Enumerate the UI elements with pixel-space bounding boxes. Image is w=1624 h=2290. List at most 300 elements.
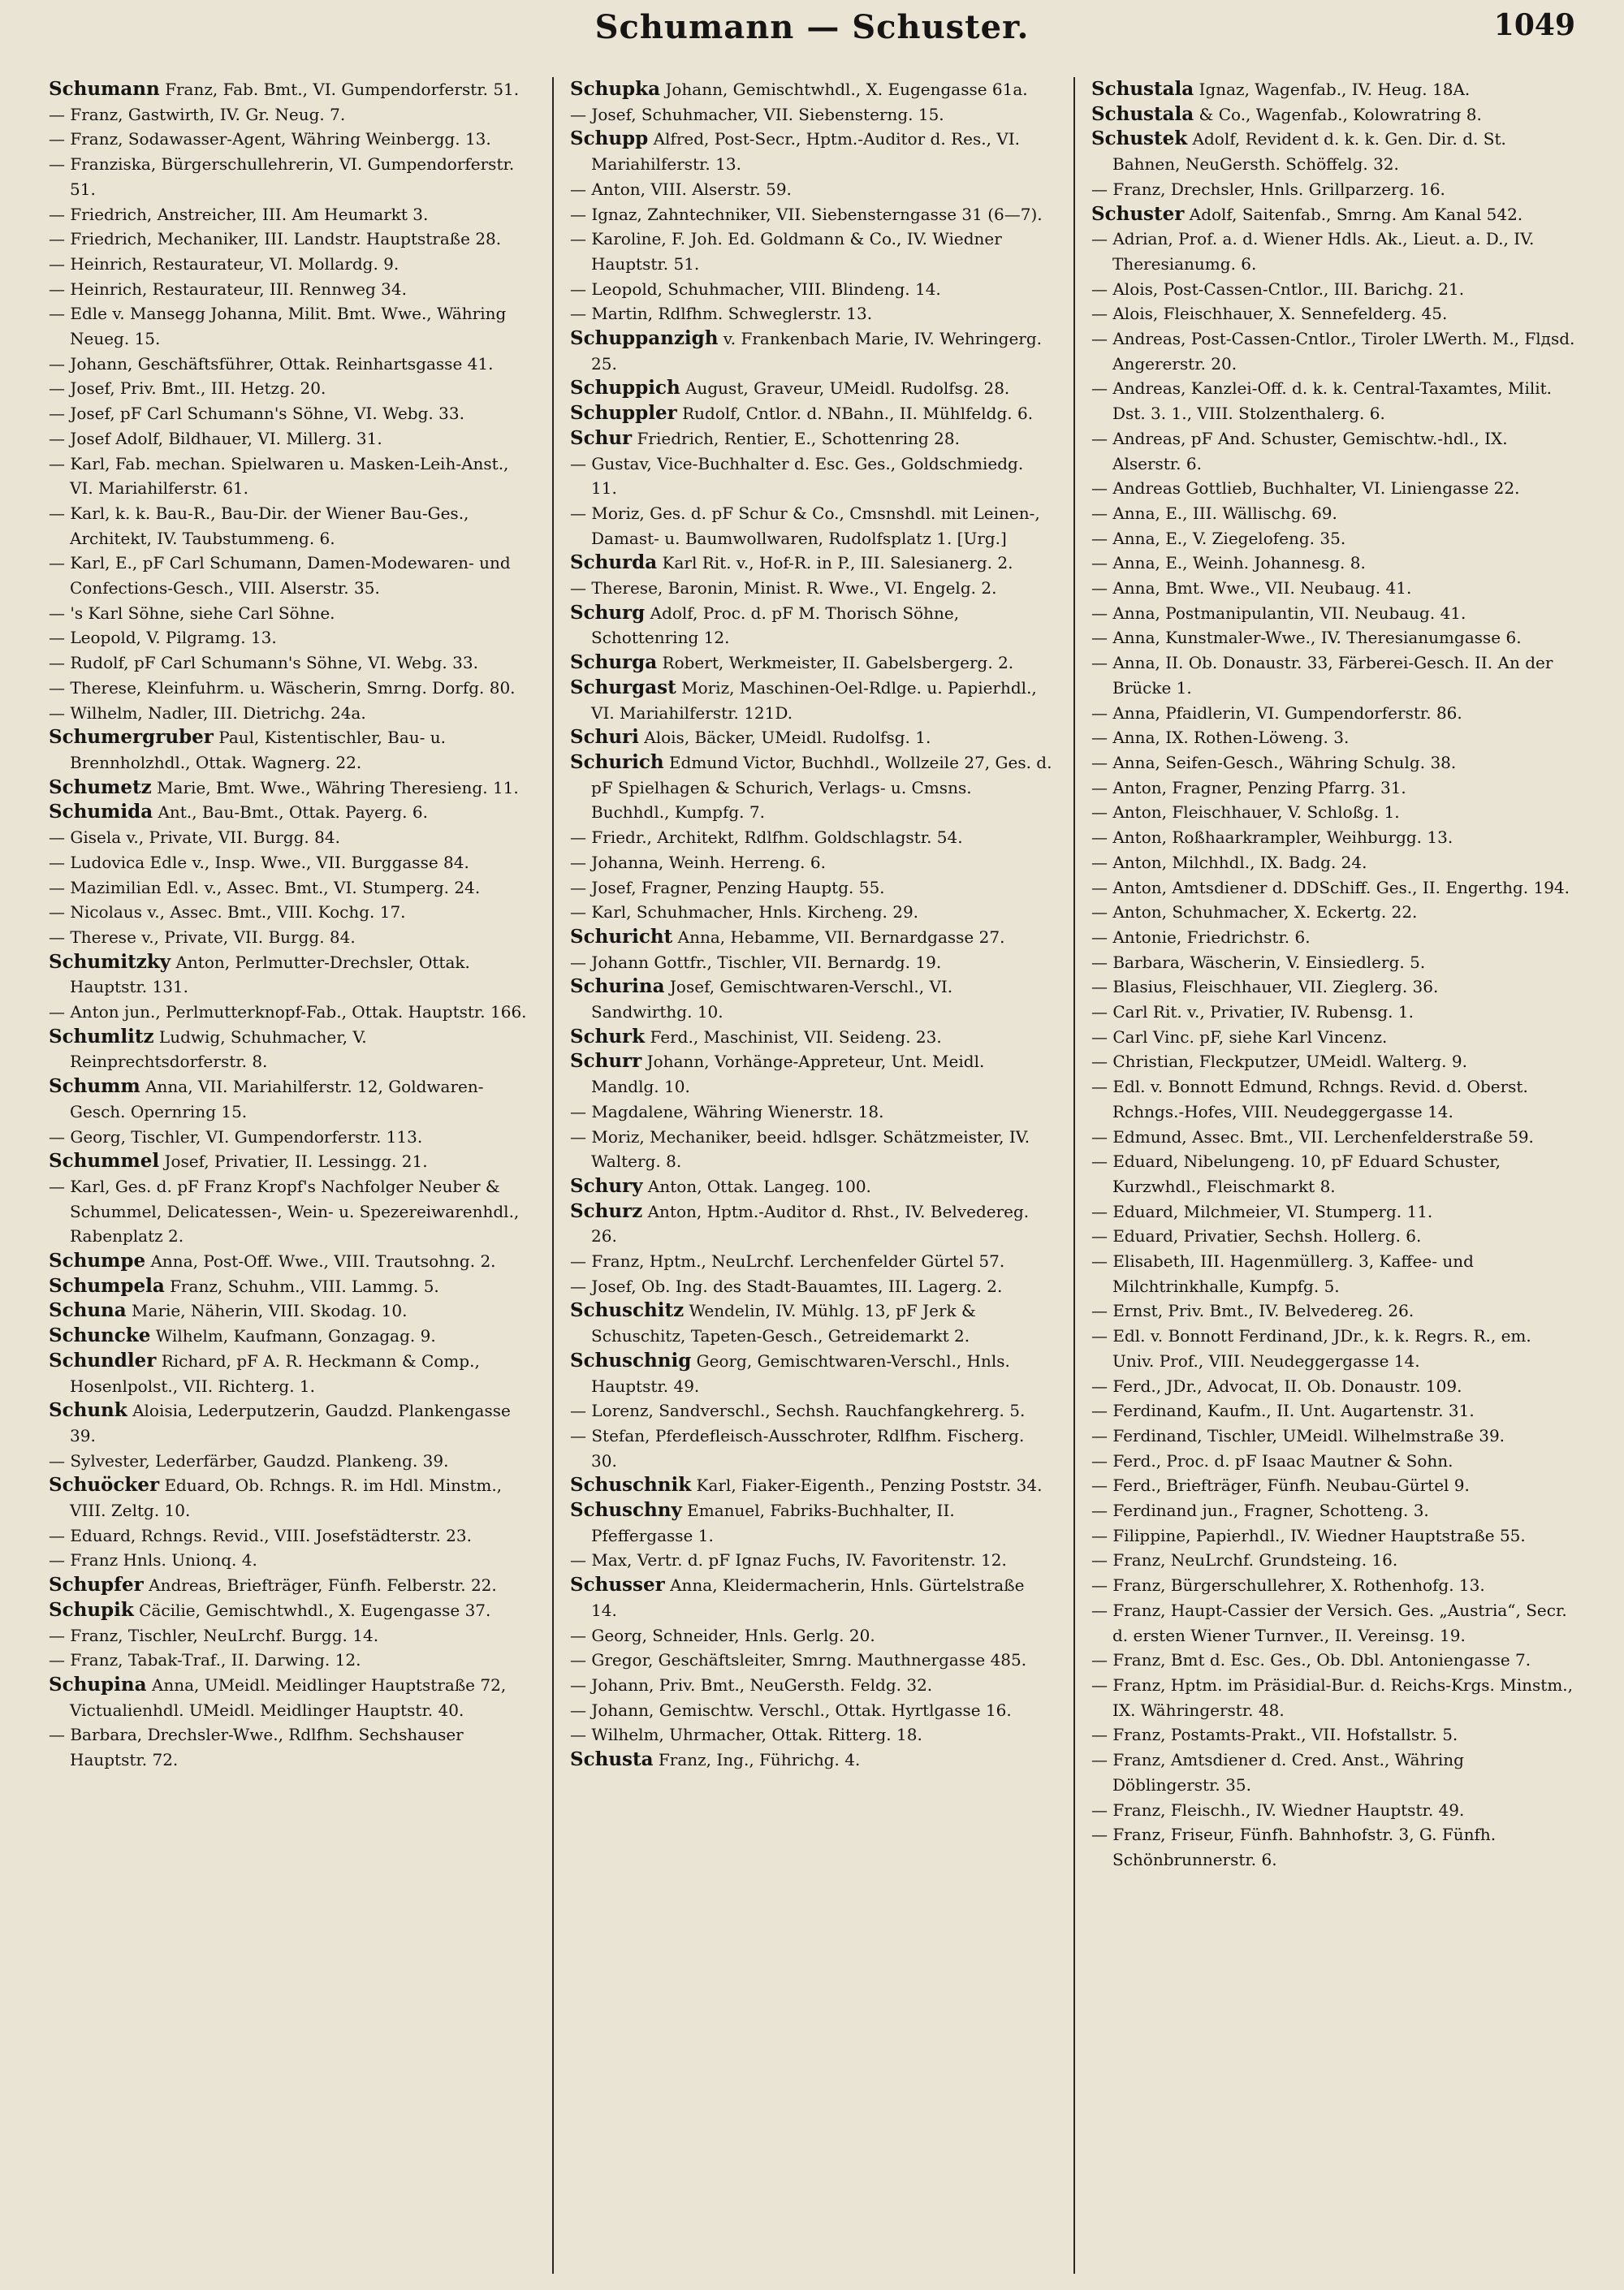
entry-surname: Schupfer [49,1574,144,1597]
entry-surname: Schurina [570,975,665,998]
directory-entry [570,277,1054,302]
directory-entry [1091,77,1575,102]
entry-text: Franz, Fab. Bmt., VI. Gumpendorferstr. 51. [159,80,520,99]
entry-surname: Schumitzky [49,950,171,973]
entry-text: Paul, Kistentischler, Bau- u. Brennholzhdl., Ottak. Wagnerg. 22. [70,728,447,772]
entry-text: — 's Karl Söhne, siehe Carl Söhne. [49,603,335,623]
entry-text: — Adrian, Prof. a. d. Wiener Hdls. Ak., Lieut. a. D., IV. Theresianumg. 6. [1091,229,1535,274]
directory-entry [570,1100,1054,1125]
entry-surname: Schundler [49,1349,157,1372]
directory-entry [49,1324,533,1349]
page-title: Schumann — Schuster. [594,8,1030,46]
entry-text: Franz, Schuhm., VIII. Lammg. 5. [164,1276,439,1296]
entry-text: — Franz, Tabak-Traf., II. Darwing. 12. [49,1650,361,1670]
entry-text: — Karl, Schuhmacher, Hnls. Kircheng. 29. [570,902,919,922]
directory-entry [49,1398,533,1448]
entry-text: — Ferdinand jun., Fragner, Schotteng. 3. [1091,1501,1429,1521]
directory-entry [49,127,533,152]
directory-entry [1091,526,1575,551]
directory-entry [570,1398,1054,1424]
entry-text: — Christian, Fleckputzer, UMeidl. Walterg. 9. [1091,1052,1467,1072]
directory-entry [570,1573,1054,1622]
directory-entry [1091,1473,1575,1498]
entry-text: — Mazimilian Edl. v., Assec. Bmt., VI. Stumperg. 24. [49,877,481,897]
directory-entry [49,1274,533,1299]
directory-entry [570,551,1054,576]
entry-text: — Max, Vertr. d. pF Ignaz Fuchs, IV. Favoritenstr. 12. [570,1550,1007,1571]
entry-surname: Schurr [570,1050,642,1073]
page-header [49,0,1575,65]
entry-text: — Johann Gottfr., Tischler, VII. Bernardg. 19. [570,952,942,972]
directory-entry [1091,1498,1575,1523]
entry-text: Anna, UMeidl. Meidlinger Hauptstraße 72, Victualienhdl. UMeidl. Meidlinger Hauptstr. 40. [70,1675,507,1720]
entry-text: — Anna, E., V. Ziegelofeng. 35. [1091,528,1346,548]
directory-entry [49,776,533,801]
entry-text: — Ernst, Priv. Bmt., IV. Belvedereg. 26. [1091,1301,1415,1321]
directory-entry [1091,1149,1575,1199]
directory-entry [1091,177,1575,202]
directory-entry [570,875,1054,901]
entry-text: — Franz, Hptm., NeuLrchf. Lerchenfelder Gürtel 57. [570,1251,1005,1272]
entry-surname: Schurda [570,551,658,574]
directory-entry [49,701,533,726]
directory-entry [49,1174,533,1249]
entry-text: — Ferd., Briefträger, Fünfh. Neubau-Gürtel 9. [1091,1476,1470,1496]
entry-text: — Franz, Gastwirth, IV. Gr. Neug. 7. [49,104,346,124]
entry-text: — Josef, Schuhmacher, VII. Siebensterng. 15. [570,104,944,124]
entry-text: Friedrich, Rentier, E., Schottenring 28. [632,428,960,448]
entry-text: — Franz, Tischler, NeuLrchf. Burgg. 14. [49,1625,379,1645]
entry-text: — Franz, Bmt d. Esc. Ges., Ob. Dbl. Antoniengasse 7. [1091,1650,1531,1670]
directory-entry [1091,501,1575,526]
entry-text: — Ferd., Proc. d. pF Isaac Mautner & Sohn. [1091,1450,1453,1471]
column-1 [49,77,533,2274]
entry-text: — Georg, Schneider, Hnls. Gerlg. 20. [570,1625,875,1645]
entry-text: Ant., Bau-Bmt., Ottak. Payerg. 6. [153,802,428,823]
entry-text: — Stefan, Pferdefleisch-Ausschroter, Rdlfhm. Fischerg. 30. [570,1425,1025,1471]
directory-entry [49,1473,533,1523]
entry-text: — Johann, Priv. Bmt., NeuGersth. Feldg. 32. [570,1675,933,1695]
directory-entry [570,301,1054,326]
directory-entry [49,1598,533,1623]
entry-text: Franz, Ing., Führichg. 4. [653,1750,861,1770]
directory-entry [1091,1074,1575,1124]
directory-entry [570,1274,1054,1299]
entry-text: — Franz, Haupt-Cassier der Versich. Ges. „Austria“, Secr. d. ersten Wiener Turnver., II. Vereinsg. 19. [1091,1600,1567,1645]
entry-text: — Lorenz, Sandverschl., Sechsh. Rauchfangkehrerg. 5. [570,1401,1026,1421]
directory-entry [570,401,1054,426]
entry-surname: Schuöcker [49,1474,160,1497]
entry-text: — Wilhelm, Nadler, III. Dietrichg. 24a. [49,702,366,723]
entry-text: — Georg, Tischler, VI. Gumpendorferstr. 113. [49,1126,423,1147]
directory-entry [570,1673,1054,1698]
entry-text: Ferd., Maschinist, VII. Seideng. 23. [645,1026,942,1047]
entry-text: — Johann, Gemischtw. Verschl., Ottak. Hyrtlgasse 16. [570,1700,1012,1720]
entry-text: — Franz, Hptm. im Präsidial-Bur. d. Reichs-Krgs. Minstm., IX. Währingerstr. 48. [1091,1675,1573,1720]
entry-surname: Schumida [49,801,153,823]
entry-text: Alois, Bäcker, UMeidl. Rudolfsg. 1. [638,728,931,748]
directory-entry [49,1548,533,1573]
directory-entry [570,925,1054,950]
page-number: 1049 [1493,8,1575,42]
entry-text: — Franz, Postamts-Prakt., VII. Hofstallstr. 5. [1091,1725,1458,1745]
entry-surname: Schuster [1091,202,1185,225]
entry-text: Adolf, Saitenfab., Smrng. Am Kanal 542. [1184,204,1523,224]
directory-entry [1091,1573,1575,1598]
entry-text: — Heinrich, Restaurateur, VI. Mollardg. 9. [49,253,400,274]
entry-text: — Gisela v., Private, VII. Burgg. 84. [49,827,340,848]
entry-surname: Schumergruber [49,726,214,749]
entry-surname: Schusser [570,1574,665,1597]
column-divider [1073,77,1075,2274]
entry-surname: Schustala [1091,102,1194,125]
entry-text: Anton, Ottak. Langeg. 100. [642,1176,871,1196]
directory-entry [49,1125,533,1150]
directory-entry [570,452,1054,501]
directory-entry [570,1698,1054,1723]
entry-text: Anna, Kleidermacherin, Hnls. Gürtelstraße 14. [591,1575,1025,1620]
directory-entry [570,676,1054,725]
entry-text: — Anton, Schuhmacher, X. Eckertg. 22. [1091,902,1418,922]
directory-entry [49,1648,533,1673]
directory-entry [1091,202,1575,227]
entry-text: Wilhelm, Kaufmann, Gonzagag. 9. [150,1326,436,1346]
directory-entry [570,576,1054,601]
entry-surname: Schuna [49,1299,127,1322]
directory-entry [570,1174,1054,1199]
directory-entry [1091,1025,1575,1050]
directory-entry [570,725,1054,750]
directory-entry [1091,426,1575,476]
directory-entry [49,301,533,351]
entry-text: — Anna, II. Ob. Donaustr. 33, Färberei-Gesch. II. An der Brücke 1. [1091,653,1553,698]
directory-entry [1091,1722,1575,1748]
entry-text: — Therese, Baronin, Minist. R. Wwe., VI. Engelg. 2. [570,578,997,598]
entry-surname: Schumetz [49,776,152,798]
entry-text: — Anna, E., Weinh. Johannesg. 8. [1091,553,1366,573]
entry-text: — Anna, Bmt. Wwe., VII. Neubaug. 41. [1091,578,1412,598]
directory-entry [570,750,1054,825]
entry-text: v. Frankenbach Marie, IV. Wehringerg. 25. [591,329,1043,374]
entry-text: — Josef, Fragner, Penzing Hauptg. 55. [570,877,885,897]
entry-text: Marie, Bmt. Wwe., Währing Theresieng. 11. [151,777,519,797]
entry-text: — Franz, NeuLrchf. Grundsteing. 16. [1091,1550,1398,1571]
entry-text: — Anna, Pfaidlerin, VI. Gumpendorferstr. 86. [1091,702,1462,723]
entry-text: — Therese v., Private, VII. Burgg. 84. [49,927,356,947]
entry-text: Johann, Gemischtwhdl., X. Eugengasse 61a. [659,80,1028,99]
directory-entry [570,1125,1054,1174]
entry-surname: Schurga [570,651,658,674]
directory-entry [1091,650,1575,700]
directory-entry [1091,102,1575,127]
directory-entry [1091,476,1575,501]
entry-text: August, Graveur, UMeidl. Rudolfsg. 28. [680,378,1010,399]
directory-entry [570,1298,1054,1348]
entry-text: — Karl, k. k. Bau-R., Bau-Dir. der Wiener Bau-Ges., Architekt, IV. Taubstummeng. 6. [49,503,469,548]
directory-entry [1091,974,1575,1000]
entry-surname: Schummel [49,1150,160,1173]
directory-entry [49,352,533,377]
entry-surname: Schupik [49,1598,134,1621]
directory-entry [49,102,533,127]
directory-entry [49,401,533,426]
entry-text: — Franziska, Bürgerschullehrerin, VI. Gumpendorferstr. 51. [49,154,515,199]
directory-entry [1091,1049,1575,1074]
entry-surname: Schuschny [570,1499,682,1522]
entry-text: — Franz, Drechsler, Hnls. Grillparzerg. 16. [1091,179,1445,199]
directory-entry [1091,1424,1575,1449]
entry-text: — Edl. v. Bonnott Edmund, Rchngs. Revid. d. Oberst. Rchngs.-Hofes, VIII. Neudeggergasse 14. [1091,1077,1528,1121]
directory-entry [570,1623,1054,1648]
entry-text: — Nicolaus v., Assec. Bmt., VIII. Kochg. 17. [49,902,406,922]
entry-text: Anna, Hebamme, VII. Bernardgasse 27. [672,927,1005,947]
directory-entry [570,1424,1054,1473]
entry-text: — Filippine, Papierhdl., IV. Wiedner Hauptstraße 55. [1091,1525,1526,1545]
directory-entry [570,501,1054,551]
directory-entry [1091,277,1575,302]
entry-text: Eduard, Ob. Rchngs. R. im Hdl. Minstm., VIII. Zeltg. 10. [70,1476,503,1521]
entry-text: — Karoline, F. Joh. Ed. Goldmann & Co., IV. Wiedner Hauptstr. 51. [570,229,1002,274]
entry-surname: Schuppanzigh [570,327,719,350]
directory-entry [1091,1398,1575,1424]
entry-text: — Edmund, Assec. Bmt., VII. Lerchenfelderstraße 59. [1091,1126,1534,1147]
directory-entry [49,1074,533,1124]
directory-entry [49,1673,533,1722]
directory-entry [49,551,533,600]
column-2 [570,77,1054,2274]
entry-text: — Anna, Postmanipulantin, VII. Neubaug. 41. [1091,603,1466,623]
directory-entry [49,1349,533,1398]
entry-surname: Schurg [570,601,646,624]
entry-surname: Schuschnik [570,1474,692,1497]
entry-surname: Schumpela [49,1274,165,1297]
directory-entry [49,1000,533,1025]
entry-text: — Franz, Friseur, Fünfh. Bahnhofstr. 3, G. Fünfh. Schönbrunnerstr. 6. [1091,1825,1497,1869]
entry-text: Anna, VII. Mariahilferstr. 12, Goldwaren-Gesch. Opernring 15. [70,1077,484,1121]
entry-surname: Schuri [570,726,639,749]
entry-text: — Johanna, Weinh. Herreng. 6. [570,852,826,872]
directory-entry [570,1025,1054,1050]
entry-surname: Schumlitz [49,1025,154,1048]
directory-entry [1091,750,1575,776]
entry-surname: Schury [570,1174,643,1197]
directory-entry [1091,776,1575,801]
entry-text: Emanuel, Fabriks-Buchhalter, II. Pfeffergasse 1. [591,1501,955,1545]
entry-surname: Schurich [570,750,664,773]
directory-entry [570,1199,1054,1249]
directory-entry [49,77,533,102]
entry-text: — Martin, Rdlfhm. Schweglerstr. 13. [570,304,873,324]
directory-entry [570,1498,1054,1548]
entry-text: — Anna, IX. Rothen-Löweng. 3. [1091,728,1350,748]
directory-entry [570,1722,1054,1748]
entry-surname: Schupka [570,78,660,100]
entry-text: — Josef, Priv. Bmt., III. Hetzg. 20. [49,378,326,399]
directory-entry [49,452,533,501]
directory-entry [570,1249,1054,1274]
entry-text: — Sylvester, Lederfärber, Gaudzd. Plankeng. 39. [49,1450,449,1471]
directory-entry [1091,1798,1575,1823]
entry-text: Moriz, Maschinen-Oel-Rdlge. u. Papierhdl., VI. Mariahilferstr. 121D. [591,677,1037,723]
directory-entry [49,1449,533,1474]
directory-entry [1091,1648,1575,1673]
entry-surname: Schurk [570,1025,646,1048]
directory-entry [1091,1224,1575,1249]
directory-entry [1091,1249,1575,1298]
entry-surname: Schuricht [570,925,673,948]
entry-text: — Heinrich, Restaurateur, III. Rennweg 34. [49,279,407,299]
entry-text: Rudolf, Cntlor. d. NBahn., II. Mühlfeldg. 6. [676,404,1034,424]
entry-surname: Schustek [1091,127,1188,150]
directory-entry [1091,601,1575,626]
entry-surname: Schumann [49,78,160,100]
entry-text: Ignaz, Wagenfab., IV. Heug. 18A. [1194,80,1471,99]
directory-entry [570,825,1054,850]
entry-text: — Alois, Post-Cassen-Cntlor., III. Barichg. 21. [1091,279,1465,299]
entry-surname: Schumm [49,1075,140,1098]
entry-text: — Anton, Fleischhauer, V. Schloßg. 1. [1091,802,1400,823]
directory-entry [570,974,1054,1024]
directory-entry [1091,551,1575,576]
entry-text: — Andreas Gottlieb, Buchhalter, VI. Liniengasse 22. [1091,478,1520,499]
entry-text: — Eduard, Rchngs. Revid., VIII. Josefstädterstr. 23. [49,1525,472,1545]
directory-entry [1091,1523,1575,1549]
directory-entry [49,825,533,850]
directory-entry [1091,376,1575,426]
entry-text: — Ludovica Edle v., Insp. Wwe., VII. Burggasse 84. [49,852,469,872]
directory-entry [570,900,1054,925]
entry-text: — Magdalene, Währing Wienerstr. 18. [570,1101,884,1121]
entry-surname: Schuschitz [570,1299,685,1322]
entry-text: — Therese, Kleinfuhrm. u. Wäscherin, Smrng. Dorfg. 80. [49,677,516,698]
entry-text: — Eduard, Privatier, Sechsh. Hollerg. 6. [1091,1226,1422,1247]
directory-entry [49,252,533,277]
entry-text: — Eduard, Nibelungeng. 10, pF Eduard Schuster, Kurzwhdl., Fleischmarkt 8. [1091,1151,1501,1196]
entry-text: — Carl Vinc. pF, siehe Karl Vincenz. [1091,1026,1388,1047]
entry-text: — Franz Hnls. Unionq. 4. [49,1550,257,1571]
entry-text: Anton, Perlmutter-Drechsler, Ottak. Hauptstr. 131. [70,952,470,997]
column-divider [552,77,554,2274]
entry-text: — Alois, Fleischhauer, X. Sennefelderg. 45. [1091,304,1448,324]
entry-text: — Anton, Milchhdl., IX. Badg. 24. [1091,852,1367,872]
entry-text: — Barbara, Drechsler-Wwe., Rdlfhm. Sechshauser Hauptstr. 72. [49,1725,464,1770]
directory-entry [1091,1822,1575,1872]
entry-surname: Schur [570,426,633,449]
directory-entry [1091,227,1575,276]
directory-entry [49,376,533,401]
entry-text: — Karl, Ges. d. pF Franz Kropf's Nachfolger Neuber & Schummel, Delicatessen-, Wein- u. Spezereiwarenhdl., Rabenplatz 2. [49,1176,520,1247]
directory-entry [570,1473,1054,1498]
directory-entry [49,800,533,825]
entry-text: — Eduard, Milchmeier, VI. Stumperg. 11. [1091,1201,1433,1221]
entry-text: Adolf, Proc. d. pF M. Thorisch Söhne, Schottenring 12. [591,603,960,648]
entry-text: Cäcilie, Gemischtwhdl., X. Eugengasse 37. [133,1600,491,1620]
entry-text: — Carl Rit. v., Privatier, IV. Rubensg. 1. [1091,1002,1414,1022]
entry-surname: Schurgast [570,676,676,698]
directory-entry [1091,1324,1575,1373]
directory-entry [570,426,1054,452]
entry-text: — Gustav, Vice-Buchhalter d. Esc. Ges., Goldschmiedg. 11. [570,453,1024,499]
directory-entry [1091,1449,1575,1474]
entry-text: — Franz, Sodawasser-Agent, Währing Weinbergg. 13. [49,129,491,149]
entry-text: — Edl. v. Bonnott Ferdinand, JDr., k. k. Regrs. R., em. Univ. Prof., VIII. Neudeggergasse 14. [1091,1326,1531,1371]
entry-text: Josef, Gemischtwaren-Verschl., VI. Sandwirthg. 10. [591,977,953,1022]
directory-entry [49,950,533,1000]
entry-text: — Karl, Fab. mechan. Spielwaren u. Masken-Leih-Anst., VI. Mariahilferstr. 61. [49,453,509,499]
directory-entry [1091,625,1575,650]
directory-entry [49,1249,533,1274]
directory-entry [49,152,533,201]
entry-text: — Moriz, Ges. d. pF Schur & Co., Cmsnshdl. mit Leinen-, Damast- u. Baumwollwaren, Rudolfsplatz 1. [Urg.] [570,503,1040,548]
entry-text: Andreas, Briefträger, Fünfh. Felberstr. 22. [143,1575,497,1596]
directory-entry [49,676,533,701]
directory-entry [49,1523,533,1549]
directory-entry [49,1149,533,1174]
entry-text: — Josef, Ob. Ing. des Stadt-Bauamtes, III. Lagerg. 2. [570,1276,1003,1296]
directory-entry [1091,301,1575,326]
entry-surname: Schuppler [570,402,677,425]
entry-text: Edmund Victor, Buchhdl., Wollzeile 27, Ges. d. pF Spielhagen & Schurich, Verlags- u. Cmsns. Buchhdl., Kumpfg. 7. [591,752,1052,823]
entry-surname: Schumpe [49,1250,146,1272]
entry-text: — Edle v. Mansegg Johanna, Milit. Bmt. Wwe., Währing Neueg. 15. [49,304,507,349]
directory-entry [570,102,1054,127]
entry-text: — Blasius, Fleischhauer, VII. Zieglerg. 36. [1091,977,1439,997]
directory-entry [570,326,1054,376]
entry-text: Adolf, Revident d. k. k. Gen. Dir. d. St. Bahnen, NeuGersth. Schöffelg. 32. [1112,129,1506,175]
directory-entry [49,202,533,227]
directory-entry [49,1722,533,1772]
directory-entry [1091,701,1575,726]
entry-surname: Schuncke [49,1324,151,1347]
entry-text: Marie, Näherin, VIII. Skodag. 10. [126,1301,408,1321]
directory-entry [570,1748,1054,1773]
directory-entry [570,376,1054,401]
entry-text: Anna, Post-Off. Wwe., VIII. Trautsohng. 2. [145,1251,496,1272]
entry-text: Robert, Werkmeister, II. Gabelsbergerg. 2. [657,653,1014,673]
entry-text: Johann, Vorhänge-Appreteur, Unt. Meidl. Mandlg. 10. [591,1052,985,1097]
directory-entry [1091,875,1575,901]
directory-entry [570,77,1054,102]
entry-text: — Friedrich, Anstreicher, III. Am Heumarkt 3. [49,204,429,224]
directory-entry [1091,1673,1575,1722]
directory-entry [49,725,533,775]
entry-text: Karl Rit. v., Hof-R. in P., III. Salesianerg. 2. [657,553,1013,573]
directory-entry [570,650,1054,676]
entry-text: — Ferdinand, Tischler, UMeidl. Wilhelmstraße 39. [1091,1425,1505,1445]
directory-entry [49,650,533,676]
entry-text: Aloisia, Lederputzerin, Gaudzd. Plankengasse 39. [70,1401,511,1445]
entry-text: — Anton jun., Perlmutterknopf-Fab., Ottak. Hauptstr. 166. [49,1002,527,1022]
directory-entry [570,601,1054,650]
entry-text: — Andreas, pF And. Schuster, Gemischtw.-hdl., IX. Alserstr. 6. [1091,428,1508,473]
entry-text: — Andreas, Kanzlei-Off. d. k. k. Central-Taxamtes, Milit. Dst. 3. 1., VIII. Stolzenthalerg. 6. [1091,378,1553,424]
entry-text: — Friedrich, Mechaniker, III. Landstr. Hauptstraße 28. [49,229,502,249]
entry-text: — Andreas, Post-Cassen-Cntlor., Tiroler LWerth. M., Flдsd. Angererstr. 20. [1091,329,1575,374]
directory-entry [49,925,533,950]
directory-entry [49,426,533,452]
directory-entry [49,1025,533,1074]
directory-entry [1091,1374,1575,1399]
directory-entry [49,850,533,875]
entry-text: Richard, pF A. R. Heckmann & Comp., Hosenlpolst., VII. Richterg. 1. [70,1350,480,1396]
directory-entry [49,625,533,650]
directory-entry [570,850,1054,875]
directory-entry [1091,800,1575,825]
directory-entry [1091,1199,1575,1225]
entry-text: — Josef, pF Carl Schumann's Söhne, VI. Webg. 33. [49,404,464,424]
column-3 [1091,77,1575,2274]
entry-text: Alfred, Post-Secr., Hptm.-Auditor d. Res., VI. Mariahilferstr. 13. [591,129,1020,175]
